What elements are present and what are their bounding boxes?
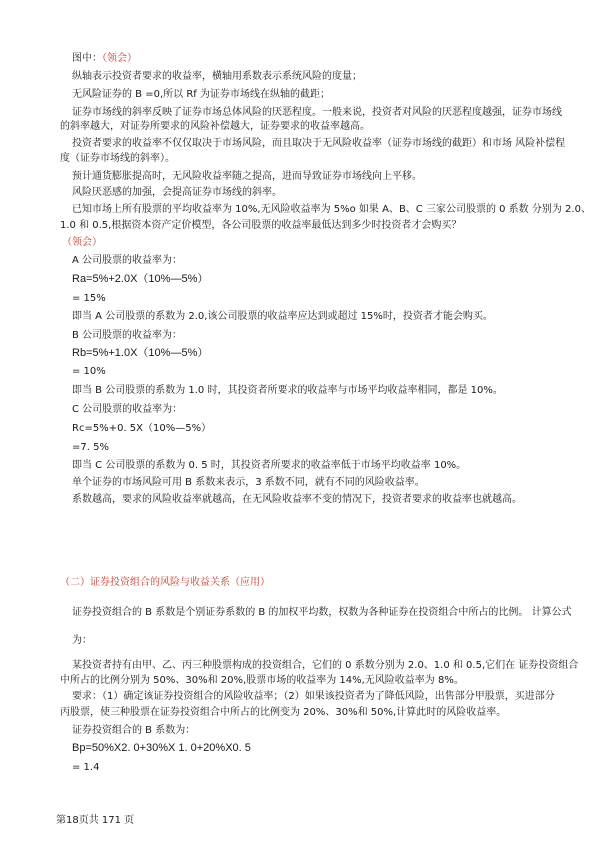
note-line: 单个证券的市场风险可用 B 系数来表示，3 系数不同，就有不同的风险收益率。 — [72, 477, 425, 488]
intro-line: 证券投资组合的 B 系数是个别证券系数的 B 的加权平均数，权数为各种证券在投资组合中所占的比例。 计算公式 — [72, 607, 572, 618]
paragraph-line: 的斜率越大，对证券所要求的风险补偿越大，证券要求的收益率越高。 — [60, 121, 370, 132]
page-number: 第18页共 171 页 — [56, 815, 135, 826]
c-heading: C 公司股票的收益率为： — [72, 404, 183, 415]
c-note: 即当 C 公司股票的系数为 0. 5 时，其投资者所要求的收益率低于市场平均收益率 10%。 — [72, 460, 467, 471]
beta-formula: Bp=50%X2. 0+30%X 1. 0+20%X0. 5 — [72, 742, 251, 754]
requirement-line: 丙股票，使三种股票在证券投资组合中所占的比例变为 20%、30%和 50%,计算此时的风险收益率。 — [60, 707, 507, 718]
paragraph-line: 无风险证券的 B =0,所以 Rf 为证券市场线在纵轴的截距； — [72, 89, 330, 100]
b-result: = 10% — [72, 366, 106, 377]
paragraph-line: 预计通货膨胀提高时，无风险收益率随之提高，进而导致证券市场线向上平移。 — [72, 171, 422, 182]
paragraph-line: 已知市场上所有股票的平均收益率为 10%,无风险收益率为 5%o 如果 A、B、C 三家公司股票的 0 系数 分别为 2.0、 — [72, 204, 591, 215]
paragraph-line: 证券市场线的斜率反映了证券市场总体风险的厌恶程度。一般来说，投资者对风险的厌恶程度越强，证券市场线 — [72, 107, 562, 118]
paragraph-line: 度（证券市场线的斜率）。 — [60, 153, 175, 164]
a-result: = 15% — [72, 293, 106, 304]
a-formula: Ra=5%+2.0X（10%—5%） — [72, 273, 209, 285]
b-heading: B 公司股票的收益率为： — [72, 330, 183, 341]
intro-line: 为： — [72, 635, 92, 646]
c-result: =7. 5% — [72, 442, 109, 453]
example-line: 某投资者持有由甲、乙、丙三种股票构成的投资组合，它们的 0 系数分别为 2.0、1.0 和 0.5,它们在 证券投资组合 — [72, 660, 579, 671]
a-heading: A 公司股票的收益率为： — [72, 255, 183, 266]
b-formula: Rb=5%+1.0X（10%—5%） — [72, 347, 209, 359]
a-note: 即当 A 公司股票的系数为 2.0,该公司股票的收益率应达到或超过 15%时，投资者才能会购买。 — [72, 311, 493, 322]
b-note: 即当 B 公司股票的系数为 1.0 时，其投资者所要求的收益率与市场平均收益率相同，都是 10%。 — [72, 385, 503, 396]
figure-label-line — [72, 52, 137, 65]
paragraph-line: 1.0 和 0.5,根据资本资产定价模型，各公司股票的收益率最低达到多少时投资者才会购买？ — [60, 220, 462, 231]
requirement-line: 要求：（1）确定该证券投资组合的风险收益率；（2）如果该投资者为了降低风险，出售部分甲股票，买进部分 — [72, 691, 555, 702]
figure-label: 图中： — [72, 53, 102, 64]
beta-heading: 证券投资组合的 B 系数为： — [72, 725, 196, 736]
section-heading: （二）证券投资组合的风险与收益关系（应用） — [60, 577, 270, 588]
paragraph-line: 投资者要求的收益率不仅仅取决于市场风险，而且取决于无风险收益率（证券市场线的截距）和市场 风险补偿程 — [72, 138, 566, 149]
beta-result: = 1.4 — [72, 762, 100, 773]
solution-tag: （领会） — [62, 237, 102, 248]
note-line: 系数越高，要求的风险收益率就越高，在无风险收益率不变的情况下，投资者要求的收益率也就越高。 — [72, 494, 522, 505]
example-line: 中所占的比例分别为 50%、30%和 20%,股票市场的收益率为 14%,无风险收益率为 8%。 — [60, 675, 464, 686]
paragraph-line: 风险厌恶感的加强，会提高证券市场线的斜率。 — [72, 187, 282, 198]
c-formula: Rc=5%+0. 5X（10%—5%） — [72, 423, 212, 434]
paragraph-line: 纵轴表示投资者要求的收益率，横轴用系数表示系统风险的度量； — [72, 71, 362, 82]
figure-tag: （领会） — [102, 53, 137, 64]
